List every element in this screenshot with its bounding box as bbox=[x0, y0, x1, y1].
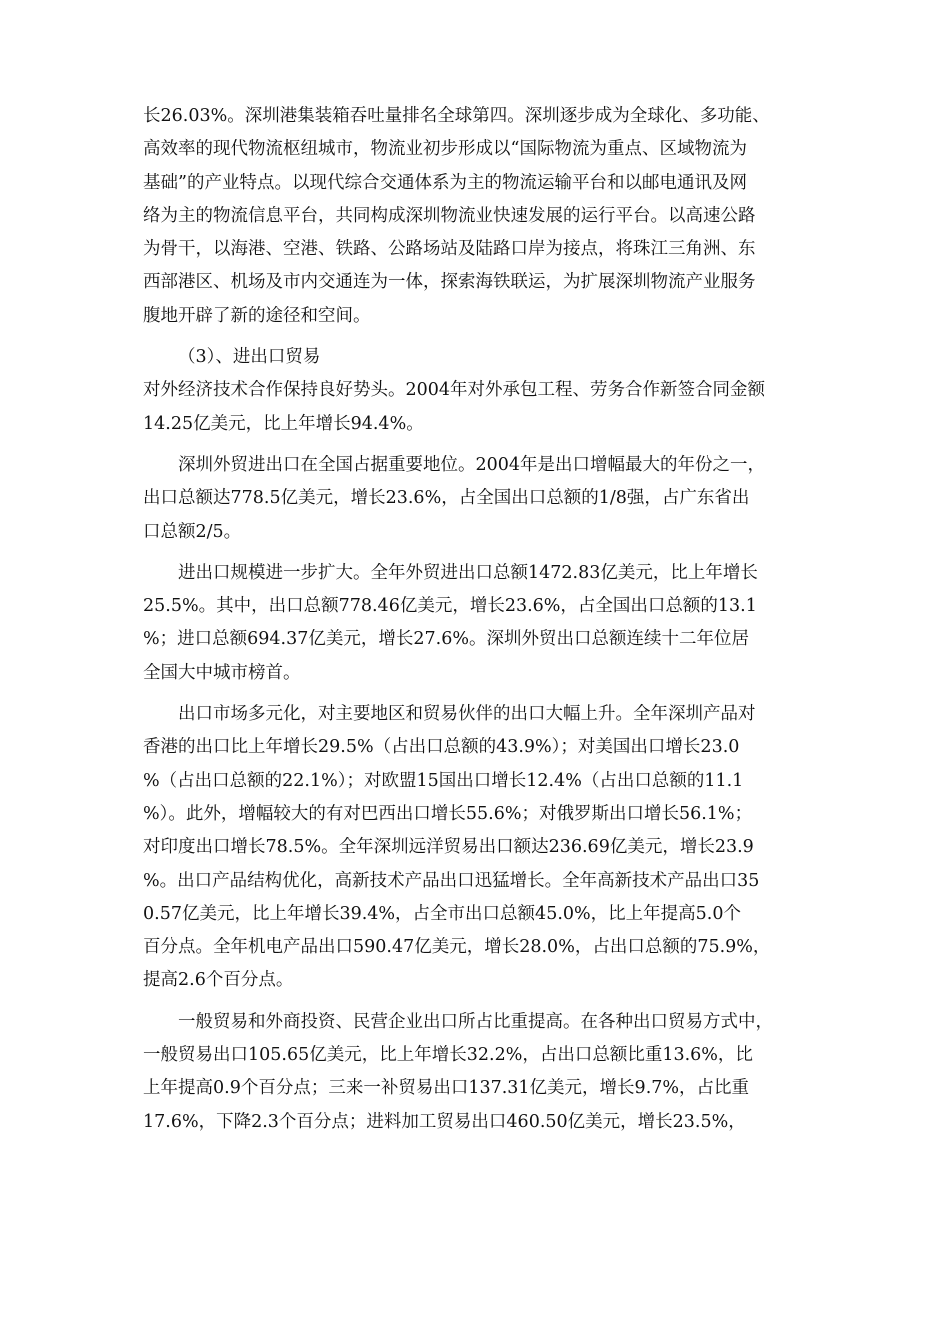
text-line: %；进口总额694.37亿美元，增长27.6%。深圳外贸出口总额连续十二年位居 bbox=[143, 629, 749, 650]
text-line: 西部港区、机场及市内交通连为一体，探索海铁联运，为扩展深圳物流产业服务 bbox=[143, 272, 756, 293]
text-line: 上年提高0.9个百分点；三来一补贸易出口137.31亿美元，增长9.7%，占比重 bbox=[143, 1078, 750, 1099]
text-line: 全国大中城市榜首。 bbox=[143, 662, 301, 683]
text-line: 百分点。全年机电产品出口590.47亿美元，增长28.0%，占出口总额的75.9%， bbox=[143, 937, 771, 958]
text-line: 香港的出口比上年增长29.5%（占出口总额的43.9%）；对美国出口增长23.0 bbox=[143, 737, 740, 758]
paragraph-foreign-trade-status bbox=[143, 449, 823, 549]
text-line: 腹地开辟了新的途径和空间。 bbox=[143, 305, 371, 326]
paragraph-trade-modes bbox=[143, 1006, 823, 1139]
heading-text: （3）、进出口贸易 bbox=[178, 347, 321, 368]
section-heading bbox=[143, 341, 823, 374]
text-line: %。出口产品结构优化，高新技术产品出口迅猛增长。全年高新技术产品出口35 bbox=[143, 870, 760, 891]
text-line: 17.6%，下降2.3个百分点；进料加工贸易出口460.50亿美元，增长23.5%， bbox=[143, 1111, 746, 1132]
text-line: 络为主的物流信息平台，共同构成深圳物流业快速发展的运行平台。以高速公路 bbox=[143, 205, 756, 226]
text-line: %（占出口总额的22.1%）；对欧盟15国出口增长12.4%（占出口总额的11.1 bbox=[143, 770, 744, 791]
text-line: 长26.03%。深圳港集装箱吞吐量排名全球第四。深圳逐步成为全球化、多功能、 bbox=[143, 106, 770, 126]
text-line: 14.25亿美元，比上年增长94.4%。 bbox=[143, 413, 424, 434]
text-line: 为骨干，以海港、空港、铁路、公路场站及陆路口岸为接点，将珠江三角洲、东 bbox=[143, 239, 756, 260]
paragraph-trade-scale bbox=[143, 557, 823, 690]
paragraph-export-markets bbox=[143, 698, 823, 998]
text-line: 出口总额达778.5亿美元，增长23.6%，占全国出口总额的1/8强，占广东省出 bbox=[143, 488, 750, 509]
text-line: 进出口规模进一步扩大。全年外贸进出口总额1472.83亿美元，比上年增长 bbox=[178, 562, 758, 583]
text-line: 提高2.6个百分点。 bbox=[143, 970, 294, 991]
text-line: 深圳外贸进出口在全国占据重要地位。2004年是出口增幅最大的年份之一， bbox=[178, 454, 766, 475]
text-line: 25.5%。其中，出口总额778.46亿美元，增长23.6%，占全国出口总额的13.1 bbox=[143, 596, 757, 617]
text-line: 一般贸易出口105.65亿美元，比上年增长32.2%，占出口总额比重13.6%，比 bbox=[143, 1045, 753, 1066]
text-line: 基础”的产业特点。以现代综合交通体系为主的物流运输平台和以邮电通讯及网 bbox=[143, 172, 747, 193]
text-line: 对印度出口增长78.5%。全年深圳远洋贸易出口额达236.69亿美元，增长23.9 bbox=[143, 837, 754, 858]
text-line: 口总额2/5。 bbox=[143, 521, 242, 542]
paragraph-logistics bbox=[143, 100, 823, 333]
text-line: 对外经济技术合作保持良好势头。2004年对外承包工程、劳务合作新签合同金额 bbox=[143, 380, 766, 401]
text-line: 0.57亿美元，比上年增长39.4%，占全市出口总额45.0%，比上年提高5.0个 bbox=[143, 903, 741, 924]
document-body bbox=[143, 100, 823, 1139]
text-line: 高效率的现代物流枢纽城市，物流业初步形成以“国际物流为重点、区域物流为 bbox=[143, 139, 747, 160]
text-line: 出口市场多元化，对主要地区和贸易伙伴的出口大幅上升。全年深圳产品对 bbox=[178, 704, 756, 725]
paragraph-economic-cooperation bbox=[143, 374, 823, 441]
text-line: 一般贸易和外商投资、民营企业出口所占比重提高。在各种出口贸易方式中， bbox=[178, 1011, 773, 1032]
text-line: %）。此外，增幅较大的有对巴西出口增长55.6%；对俄罗斯出口增长56.1%； bbox=[143, 803, 753, 824]
